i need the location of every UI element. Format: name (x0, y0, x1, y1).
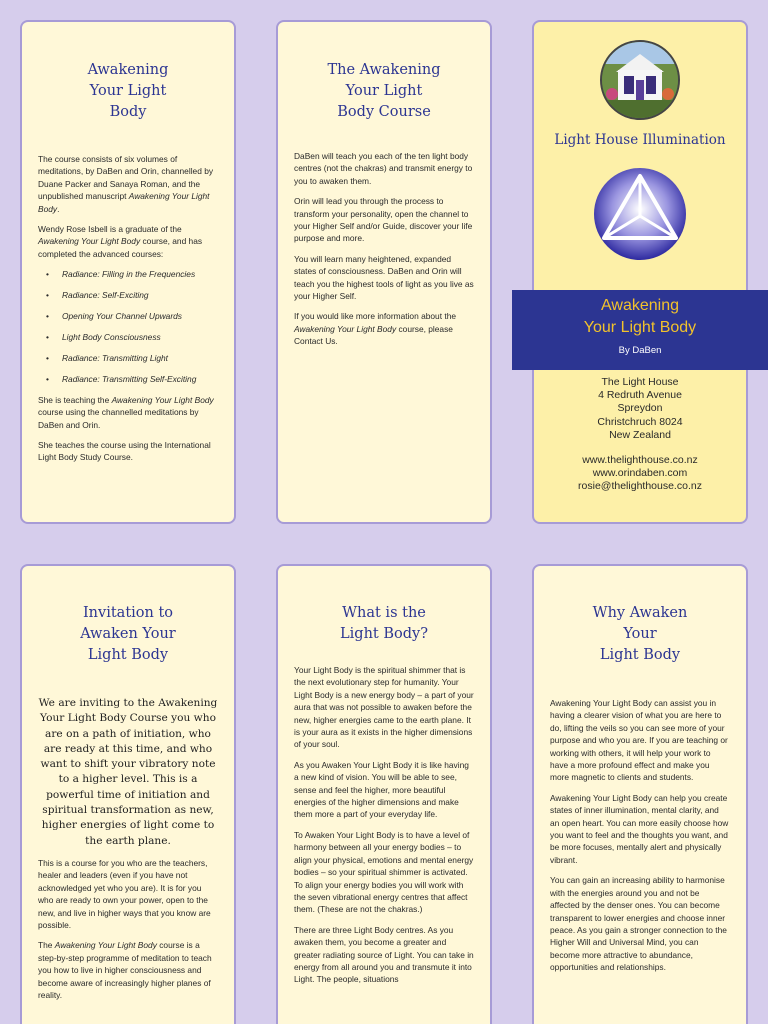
advanced-course-list (46, 268, 218, 385)
website-link[interactable]: www.orindaben.com (592, 467, 688, 480)
paragraph: Awakening Your Light Body can assist you in having a clearer vision of what you are here to do, lifting the veils so you can see more of your purpose and who you are. If you are teaching or working with others, it will help your work to have a more profound effect and make you more magnetic to clients and students. (550, 698, 728, 783)
banner-title: Awakening Your Light Body (583, 297, 697, 336)
paragraph: As you Awaken Your Light Body it is like having a new kind of vision. You will be able to see, sense and feel the higher, more beautiful energies of the higher dimensions and make them more a part of your everyday life. (294, 759, 469, 820)
panel-title: The Awakening Your Light Body Course (327, 62, 441, 120)
paragraph: The course consists of six volumes of meditations, by DaBen and Orin, channelled by Duane Packer and Sanaya Roman, and the unpublished manuscript Awakening Your Light Body. (38, 154, 214, 214)
panel-body (294, 664, 474, 986)
paragraph: This is a course for you who are the teachers, healer and leaders (even if you have not acknowledged yet who you are). It is for you who are ready to own your power, open to the new, and live in higher ways that you know are possible. (38, 857, 211, 930)
panel-cover (532, 20, 748, 524)
paragraph: If you would like more information about the Awakening Your Light Body course, please Contact Us. (294, 311, 457, 347)
web-contacts (534, 454, 746, 494)
paragraph: There are three Light Body centres. As you awaken them, you become a greater and greater radiating source of Light. You can take in energy from all around you and transmute it into Light. The people, situations (294, 924, 474, 985)
paragraph: To Awaken Your Light Body is to have a level of harmony between all your energy bodies – to align your physical, emotions and mental energy bodies – so your spiritual shimmer is activated. To align your energy bodies you will work with the seven vibrational energy centres that affect them. (These are not the chakras.) (294, 829, 474, 915)
panel-awakening-course (276, 20, 492, 524)
paragraph: Your Light Body is the spiritual shimmer that is the next evolutionary step for humanity. Your Light Body is a new energy body – a part of your aura that was not possible to awaken before the new, higher energies came to the earth plane. It is your aura as it exists in the higher dimensions of your soul. (294, 665, 474, 750)
paragraph: DaBen will teach you each of the ten light body centres (not the chakras) and transmit energy to you to awaken them. (294, 151, 473, 186)
paragraph: You can gain an increasing ability to harmonise with the energies around you and not be affected by the denser ones. You can become transparent to lower energies and choose inner peace. As you gain a stronger connection to the Higher Will and Universal Mind, you can become more attractive to abundance, opportunities and relationships. (550, 875, 727, 973)
lighthouse-photo (600, 40, 680, 120)
panel-body (294, 150, 474, 348)
list-item: • Opening Your Channel Upwards (46, 310, 218, 322)
title-banner (512, 290, 768, 370)
org-name: Light House Illumination (554, 132, 726, 148)
triangle-logo (592, 166, 688, 262)
panel-why-awaken (532, 564, 748, 1024)
list-item: • Radiance: Self-Exciting (46, 289, 218, 301)
list-item: • Radiance: Transmitting Light (46, 352, 218, 364)
paragraph: Awakening Your Light Body can help you create states of inner illumination, mental clarity, and an open heart. You can more easily choose how you want to feel and the thoughts you want, and be more focuses, mentally alert and physically vibrant. (550, 792, 729, 865)
address: The Light House 4 Redruth Avenue Spreydon Christchruch 8024 New Zealand (597, 376, 683, 441)
paragraph: Wendy Rose Isbell is a graduate of the Awakening Your Light Body course, and has completed the advanced courses: (38, 224, 203, 259)
panel-awakening-your-light-body (20, 20, 236, 524)
panel-title: Awakening Your Light Body (87, 62, 169, 120)
paragraph: She is teaching the Awakening Your Light Body course using the channelled meditations by DaBen and Orin. (38, 394, 214, 430)
panel-body (38, 857, 218, 1001)
paragraph: The Awakening Your Light Body course is a step-by-step programme of meditation to teach you how to live in higher consciousness and become aware of increasingly higher planes of reality. (38, 940, 212, 1001)
panel-title: Invitation to Awaken Your Light Body (80, 605, 176, 663)
list-item: • Radiance: Transmitting Self-Exciting (46, 373, 218, 385)
website-link[interactable]: www.thelighthouse.co.nz (582, 454, 698, 467)
paragraph: You will learn many heightened, expanded states of consciousness. DaBen and Orin will teach you the highest tools of light as you live as your Higher Self. (294, 253, 474, 302)
panel-what-is-light-body (276, 564, 492, 1024)
paragraph: She teaches the course using the International Light Body Study Course. (38, 439, 211, 463)
panel-body (38, 153, 218, 464)
author-line: By DaBen (618, 345, 662, 356)
panel-title: Why Awaken Your Light Body (592, 605, 688, 663)
panel-invitation (20, 564, 236, 1024)
paragraph: Orin will lead you through the process to transform your personality, open the channel to your Higher Self and/or Guide, discover your life purpose and more. (294, 196, 473, 244)
panel-body (550, 697, 730, 974)
list-item: • Light Body Consciousness (46, 331, 218, 343)
list-item: • Radiance: Filling in the Frequencies (46, 268, 218, 280)
invitation-intro: We are inviting to the Awakening Your Light Body Course you who are on a path of initiation, who are ready at this time, and who want to shift your vibratory note to a higher level. This is a powerful time of initiation and spiritual transformation as new, higher energies of light come to the earth plane. (38, 697, 218, 847)
email-link[interactable]: rosie@thelighthouse.co.nz (578, 480, 702, 493)
panel-title: What is the Light Body? (340, 605, 428, 642)
